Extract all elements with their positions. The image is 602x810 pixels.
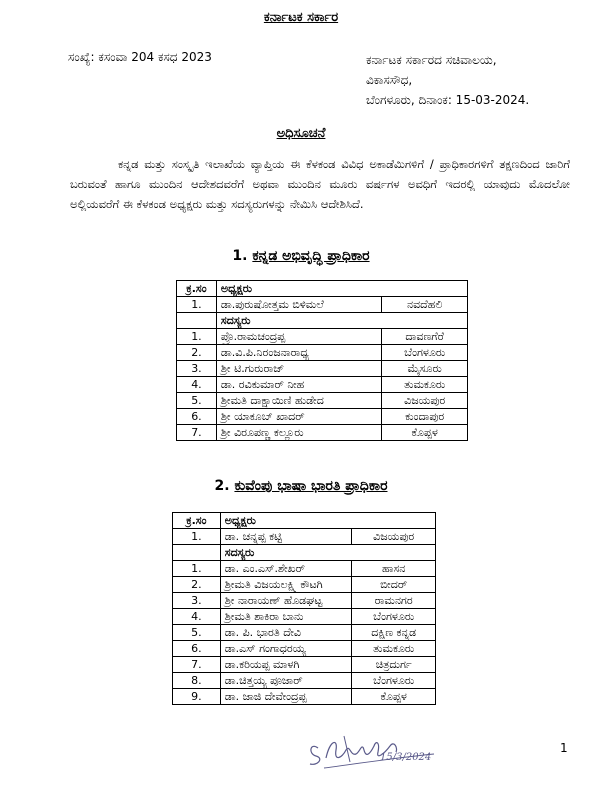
member-name: ಶ್ರೀಮತಿ ವಿಜಯಲಕ್ಷ್ಮಿ ಕೌಟಗಿ (220, 577, 352, 593)
section-2-table (172, 512, 436, 705)
members-label: ಸದಸ್ಯರು (216, 313, 467, 329)
table-row (173, 593, 436, 609)
member-name: ಡಾ.ಚಿತ್ತಯ್ಯ ಪೂಜಾರ್ (220, 673, 352, 689)
notification-body: ಕನ್ನಡ ಮತ್ತು ಸಂಸ್ಕೃತಿ ಇಲಾಖೆಯ ವ್ಯಾಪ್ತಿಯ ಈ ಕೆಳಕಂಡ ವಿವಿಧ ಅಕಾಡೆಮಿಗಳಿಗೆ / ಪ್ರಾಧಿಕಾರಗಳಿಗೆ ತಕ್ಷಣದಿಂದ ಜಾರಿಗೆ ಬರುವಂತೆ ಹಾಗೂ ಮುಂದಿನ ಆದೇಶದವರೆಗೆ ಅಥವಾ ಮುಂದಿನ ಮೂರು ವರ್ಷಗಳ ಅವಧಿಗೆ ಇದರಲ್ಲಿ ಯಾವುದು ಮೊದಲೋ ಅಲ್ಲಿಯವರೆಗೆ ಈ ಕೆಳಕಂಡ ಅಧ್ಯಕ್ಷರು ಮತ್ತು ಸದಸ್ಯರುಗಳನ್ನು ನೇಮಿಸಿ ಆದೇಶಿಸಿದೆ. (70, 157, 570, 211)
table-row (177, 361, 468, 377)
members-label-empty (173, 545, 221, 561)
table-row (177, 329, 468, 345)
member-sl: 4. (177, 377, 217, 393)
chair-row (177, 297, 468, 313)
table-row (173, 561, 436, 577)
table-header-row (173, 513, 436, 529)
col-sl-header: ಕ್ರ.ಸಂ (177, 281, 217, 297)
member-sl: 7. (173, 657, 221, 673)
member-sl: 1. (173, 561, 221, 577)
member-sl: 3. (177, 361, 217, 377)
chair-name: ಡಾ.ಪುರುಷೋತ್ತಮ ಬಿಳಿಮಲೆ (216, 297, 381, 313)
section-1-title: ಕನ್ನಡ ಅಭಿವೃದ್ಧಿ ಪ್ರಾಧಿಕಾರ (252, 248, 370, 264)
member-name: ಶ್ರೀ ಯಾಕೂಬ್ ಖಾದರ್ (216, 409, 381, 425)
table-row (177, 377, 468, 393)
table-row (173, 689, 436, 705)
office-line-3: ಬೆಂಗಳೂರು, ದಿನಾಂಕ: 15-03-2024. (366, 93, 530, 107)
member-place: ಬೆಂಗಳೂರು (382, 345, 468, 361)
table-row (173, 625, 436, 641)
chair-sl: 1. (177, 297, 217, 313)
signature-date: 15/3/2024 (380, 752, 432, 763)
section-2-title: ಕುವೆಂಪು ಭಾಷಾ ಭಾರತಿ ಪ್ರಾಧಿಕಾರ (234, 478, 388, 494)
member-sl: 3. (173, 593, 221, 609)
table-row (173, 641, 436, 657)
member-name: ಡಾ.ವಿ.ಪಿ.ನಿರಂಜನಾರಾಧ್ಯ (216, 345, 381, 361)
member-name: ಡಾ. ಎಂ.ಎಸ್.ಶೇಖರ್ (220, 561, 352, 577)
office-line-2: ವಿಕಾಸಸೌಧ, (366, 73, 413, 87)
member-name: ಡಾ. ಜಾಜಿ ದೇವೇಂದ್ರಪ್ಪ (220, 689, 352, 705)
member-place: ತುಮಕೂರು (352, 641, 436, 657)
member-place: ದಾವಣಗೆರೆ (382, 329, 468, 345)
member-name: ಡಾ.ಎಸ್ ಗಂಗಾಧರಯ್ಯ (220, 641, 352, 657)
col-sl-header: ಕ್ರ.ಸಂ (173, 513, 221, 529)
member-name: ಡಾ.ಕರಿಯಪ್ಪ ಮಾಳಗಿ (220, 657, 352, 673)
members-label-row (173, 545, 436, 561)
section-2-number: 2. (214, 478, 230, 494)
section-2-heading (0, 478, 602, 494)
chair-sl: 1. (173, 529, 221, 545)
member-name: ಡಾ. ರವಿಕುಮಾರ್ ನೀಹ (216, 377, 381, 393)
member-sl: 4. (173, 609, 221, 625)
signature-stroke (310, 746, 320, 764)
table-row (177, 425, 468, 441)
member-place: ಕೊಪ್ಪಳ (382, 425, 468, 441)
table-row (173, 673, 436, 689)
member-place: ವಿಜಯಪುರ (382, 393, 468, 409)
members-label-empty (177, 313, 217, 329)
member-place: ಹಾಸನ (352, 561, 436, 577)
member-sl: 5. (173, 625, 221, 641)
member-place: ಚಿತ್ರದುರ್ಗ (352, 657, 436, 673)
table-row (173, 609, 436, 625)
member-place: ರಾಮನಗರ (352, 593, 436, 609)
member-sl: 9. (173, 689, 221, 705)
member-sl: 2. (177, 345, 217, 361)
member-name: ಪ್ರೊ.ರಾಮಚಂದ್ರಪ್ಪ (216, 329, 381, 345)
member-place: ತುಮಕೂರು (382, 377, 468, 393)
table-row (173, 657, 436, 673)
chair-place: ವಿಜಯಪುರ (352, 529, 436, 545)
member-name: ಶ್ರೀ ವಿರೂಪಣ್ಣ ಕಲ್ಲೂರು (216, 425, 381, 441)
member-sl: 1. (177, 329, 217, 345)
reference-number: ಸಂಖ್ಯೆ: ಕಸಂವಾ 204 ಕಸಧ 2023 (68, 50, 212, 64)
chair-row (173, 529, 436, 545)
member-place: ದಕ್ಷಿಣ ಕನ್ನಡ (352, 625, 436, 641)
member-sl: 6. (177, 409, 217, 425)
government-title: ಕರ್ನಾಟಕ ಸರ್ಕಾರ (263, 10, 339, 25)
member-place: ಬೀದರ್ (352, 577, 436, 593)
member-place: ಮೈಸೂರು (382, 361, 468, 377)
chair-label: ಅಧ್ಯಕ್ಷರು (220, 513, 435, 529)
office-line-1: ಕರ್ನಾಟಕ ಸರ್ಕಾರದ ಸಚಿವಾಲಯ, (366, 53, 497, 67)
member-sl: 7. (177, 425, 217, 441)
table-row (177, 345, 468, 361)
table-row (177, 393, 468, 409)
section-1-number: 1. (232, 248, 248, 264)
member-place: ಕೊಪ್ಪಳ (352, 689, 436, 705)
member-sl: 5. (177, 393, 217, 409)
chair-label: ಅಧ್ಯಕ್ಷರು (216, 281, 467, 297)
member-name: ಶ್ರೀಮತಿ ಶಾಕಿರಾ ಬಾನು (220, 609, 352, 625)
member-name: ಡಾ. ಪಿ. ಭಾರತಿ ದೇವಿ (220, 625, 352, 641)
member-place: ಬೆಂಗಳೂರು (352, 609, 436, 625)
member-place: ಕುಂದಾಪುರ (382, 409, 468, 425)
table-row (173, 577, 436, 593)
member-sl: 2. (173, 577, 221, 593)
member-name: ಶ್ರೀ ಟಿ.ಗುರುರಾಜ್ (216, 361, 381, 377)
table-header-row (177, 281, 468, 297)
member-sl: 6. (173, 641, 221, 657)
members-label: ಸದಸ್ಯರು (220, 545, 435, 561)
section-1-heading (0, 248, 602, 264)
chair-place: ನವದೆಹಲಿ (382, 297, 468, 313)
table-row (177, 409, 468, 425)
notification-title: ಅಧಿಸೂಚನೆ (276, 126, 326, 141)
chair-name: ಡಾ. ಚನ್ನಪ್ಪ ಕಟ್ಟಿ (220, 529, 352, 545)
member-sl: 8. (173, 673, 221, 689)
members-label-row (177, 313, 468, 329)
member-name: ಶ್ರೀ ನಾರಾಯಣ್ ಹೊಡಘಟ್ಟ (220, 593, 352, 609)
member-place: ಬೆಂಗಳೂರು (352, 673, 436, 689)
office-address (366, 50, 529, 110)
section-1-table (176, 280, 468, 441)
page-number: 1 (560, 741, 568, 755)
member-name: ಶ್ರೀಮತಿ ದಾಕ್ಷಾಯಿಣಿ ಹುಡೇದ (216, 393, 381, 409)
